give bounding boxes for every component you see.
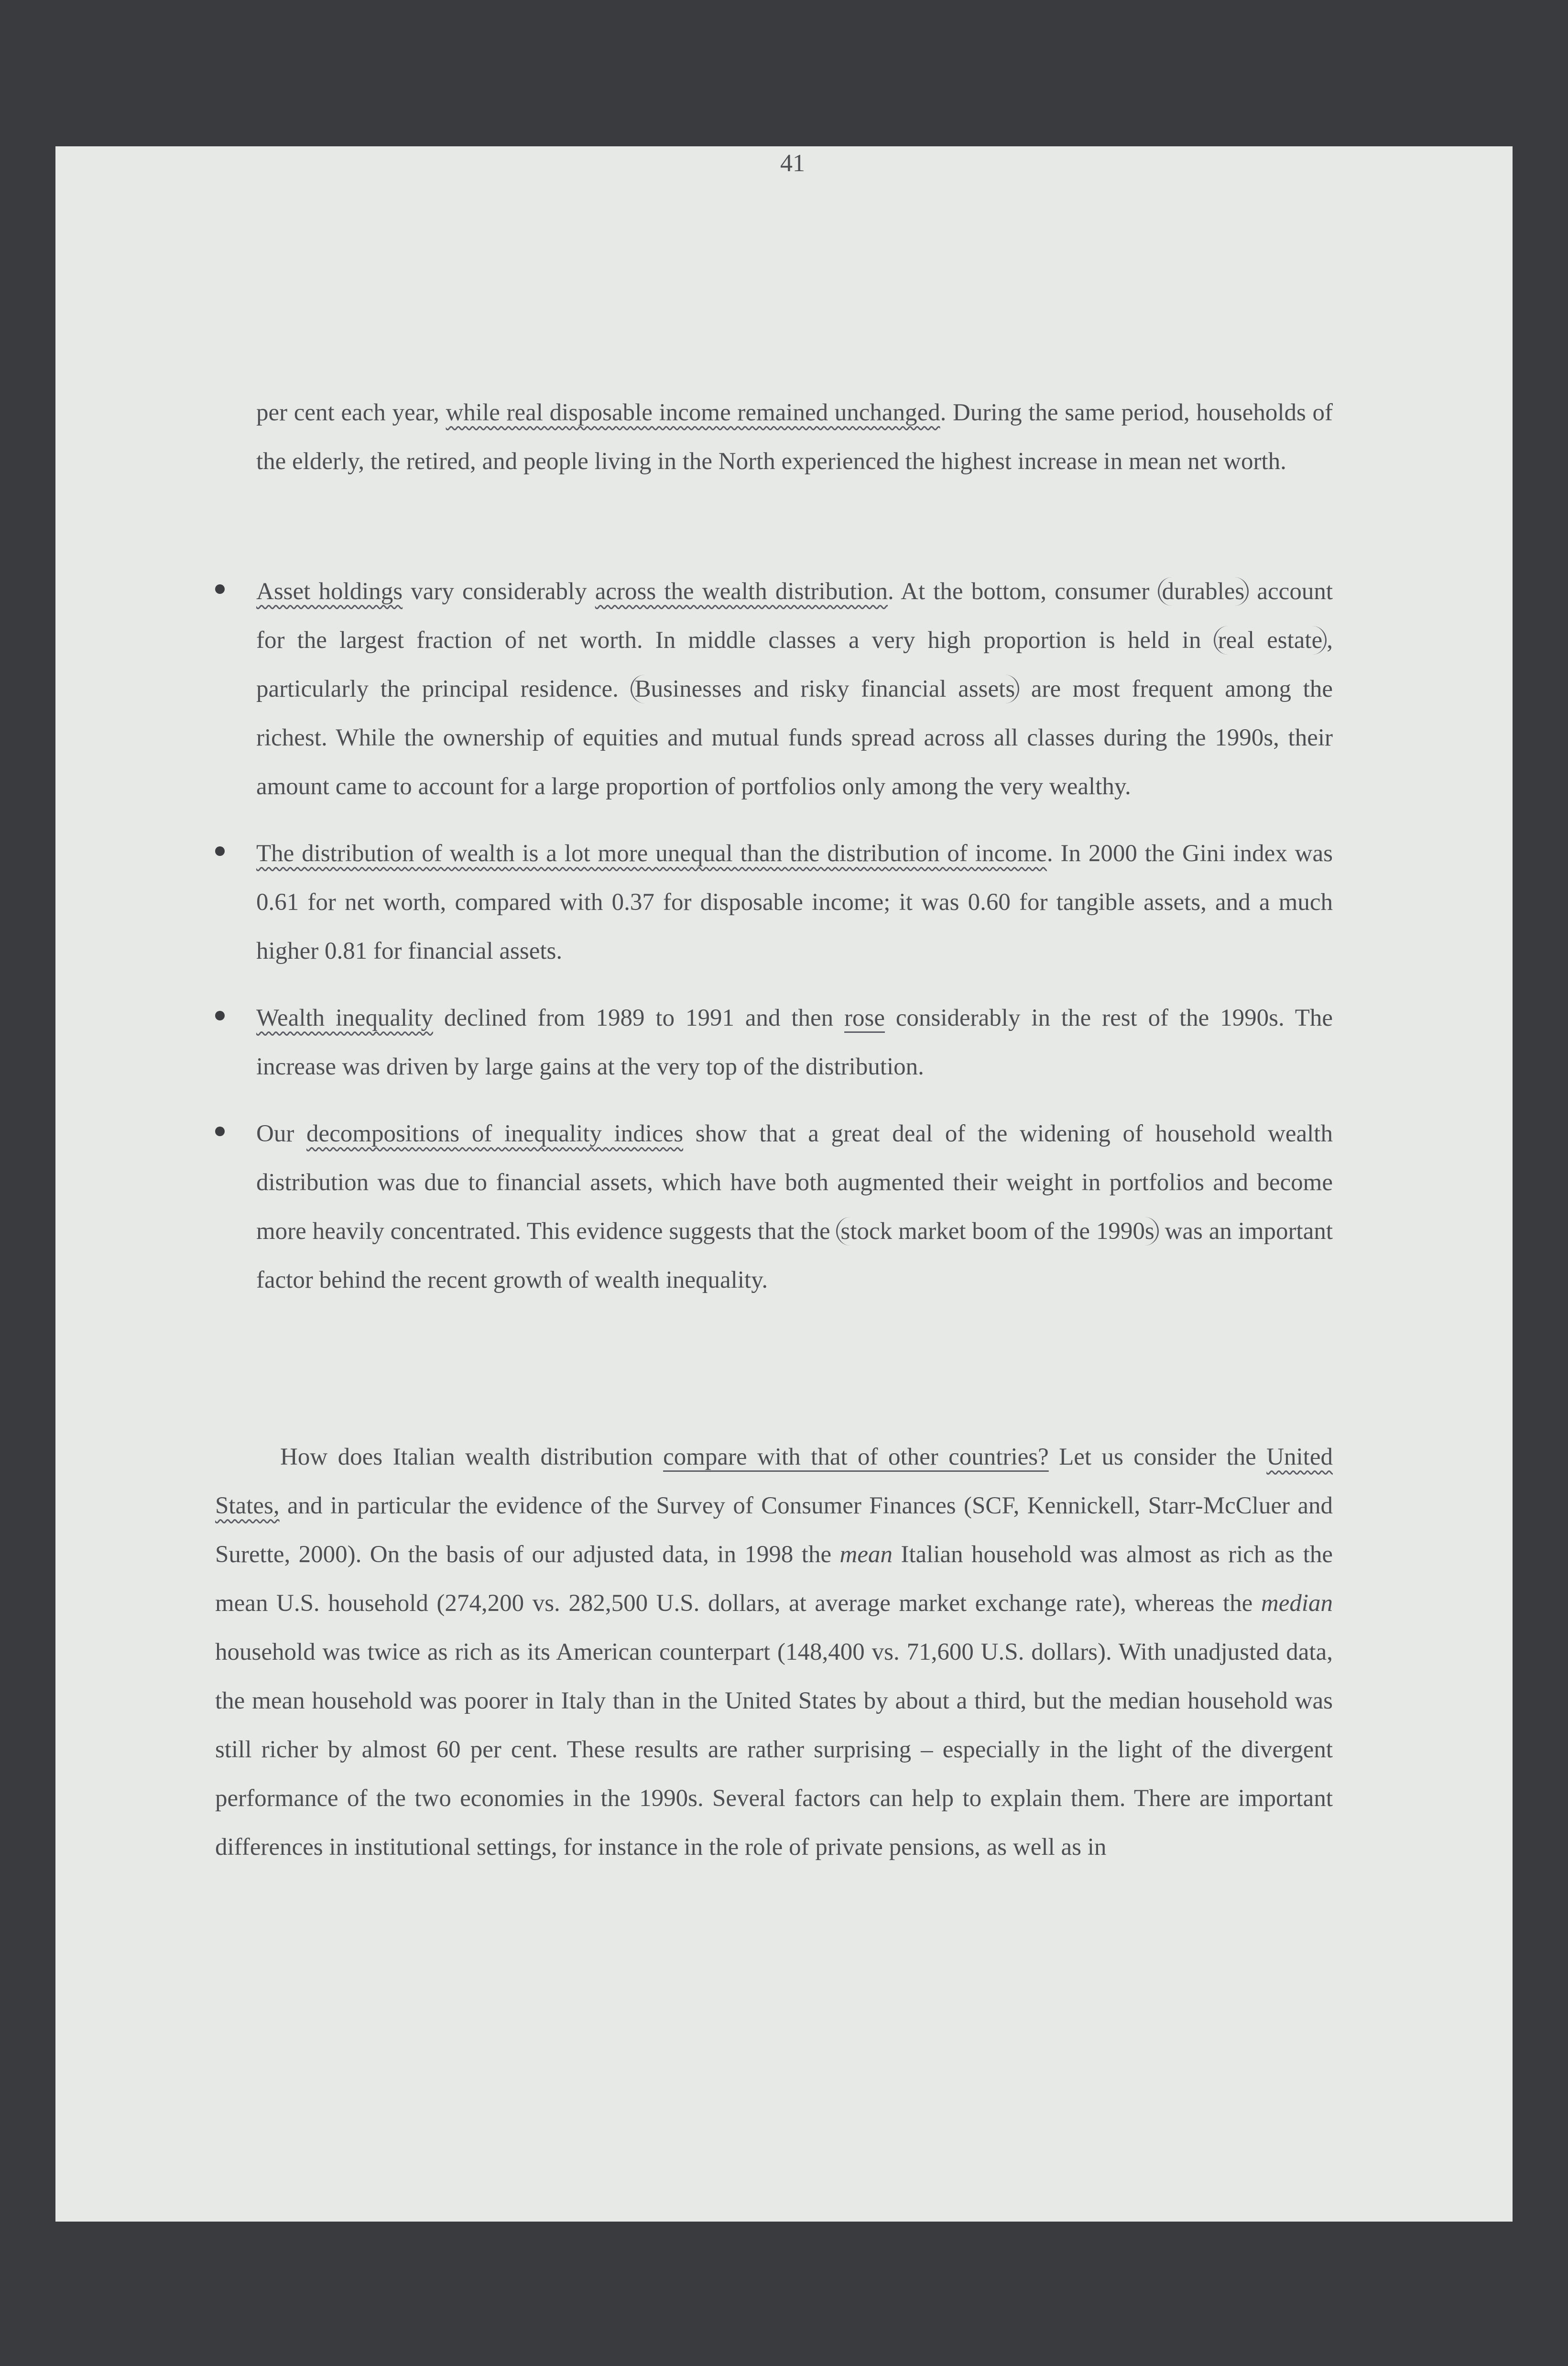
text-run: considerably in the rest of the 1990s. The increase was driven by large gains at the very top of the distribution. — [256, 1005, 1333, 1080]
text-run: per cent each year, — [256, 399, 446, 426]
bullet-dot-icon — [215, 1011, 225, 1020]
handwritten-bracket: durables — [1158, 577, 1249, 606]
bullet-dot-icon — [215, 846, 225, 856]
handwritten-bracket: Businesses and risky financial assets — [631, 675, 1020, 703]
handwritten-underline: Asset holdings — [256, 578, 403, 605]
handwritten-underline: across the wealth distribution — [595, 578, 888, 605]
italic-term-median: median — [1261, 1590, 1333, 1617]
comparison-paragraph — [215, 1433, 1333, 1872]
text-run: . During the same period, households of the elderly, the retired, and people living in the North experienced the highest increase in mean net worth. — [256, 399, 1333, 475]
text-run: vary considerably — [403, 578, 595, 605]
text-run: . In 2000 the Gini index was 0.61 for net worth, compared with 0.37 for disposable income; it was 0.60 for tangible assets, and a much higher 0.81 for financial assets. — [256, 840, 1333, 964]
bullet-wealth-inequality — [256, 994, 1333, 1091]
handwritten-underline: United States, — [215, 1444, 1333, 1519]
continuation-paragraph — [256, 388, 1333, 486]
handwritten-bracket: stock market boom of the 1990s — [836, 1217, 1158, 1246]
text-run: declined from 1989 to 1991 and then — [433, 1005, 845, 1031]
handwritten-underline: rose — [844, 1005, 885, 1031]
text-run: are most frequent among the richest. While the ownership of equities and mutual funds spread across all classes during the 1990s, their amount came to account for a large proportion of portfolios only among the very wealthy. — [256, 676, 1333, 800]
handwritten-underline: Wealth inequality — [256, 1005, 433, 1031]
bullet-asset-holdings — [256, 567, 1333, 811]
text-run: and in particular the evidence of the Survey of Consumer Finances (SCF, Kennickell, Starr-McCluer and Surette, 2000). On the basis of our adjusted data, in 1998 the — [215, 1492, 1333, 1568]
findings-bullet-list — [256, 567, 1333, 1323]
bullet-dot-icon — [215, 584, 225, 594]
handwritten-underline: decompositions of inequality indices — [306, 1120, 684, 1147]
text-run: was an important factor behind the recent growth of wealth inequality. — [256, 1218, 1333, 1293]
text-run: How does Italian wealth distribution — [280, 1444, 664, 1470]
bullet-dot-icon — [215, 1127, 225, 1136]
text-run: show that a great deal of the widening of household wealth distribution was due to financial assets, which have both augmented their weight in portfolios and become more heavily concentrated. This evidence suggests that the — [256, 1120, 1333, 1245]
text-run: Let us consider the — [1048, 1444, 1267, 1470]
handwritten-bracket: real estate — [1214, 626, 1327, 655]
text-run: , particularly the principal residence. — [256, 627, 1333, 702]
italic-term-mean: mean — [839, 1541, 893, 1568]
bullet-wealth-vs-income — [256, 829, 1333, 975]
text-run: Our — [256, 1120, 306, 1147]
page-number: 41 — [780, 150, 805, 177]
text-run: account for the largest fraction of net worth. In middle classes a very high proportion is held in — [256, 578, 1333, 654]
handwritten-underline: while real disposable income remained unchanged — [446, 399, 940, 426]
bullet-decompositions — [256, 1109, 1333, 1304]
handwritten-underline: compare with that of other countries? — [663, 1444, 1049, 1470]
text-run: . At the bottom, consumer — [888, 578, 1158, 605]
handwritten-underline: The distribution of wealth is a lot more unequal than the distribution of income — [256, 840, 1047, 867]
text-run: Italian household was almost as rich as the mean U.S. household (274,200 vs. 282,500 U.S. dollars, at average market exchange rate), whereas the — [215, 1541, 1333, 1617]
text-run: household was twice as rich as its American counterpart (148,400 vs. 71,600 U.S. dollars). With unadjusted data, the mean household was poorer in Italy than in the United States by about a third, but the median household was still richer by almost 60 per cent. These results are rather surprising – especially in the light of the divergent performance of the two economies in the 1990s. Several factors can help to explain them. There are important differences in institutional settings, for instance in the role of private pensions, as well as in — [215, 1639, 1333, 1861]
